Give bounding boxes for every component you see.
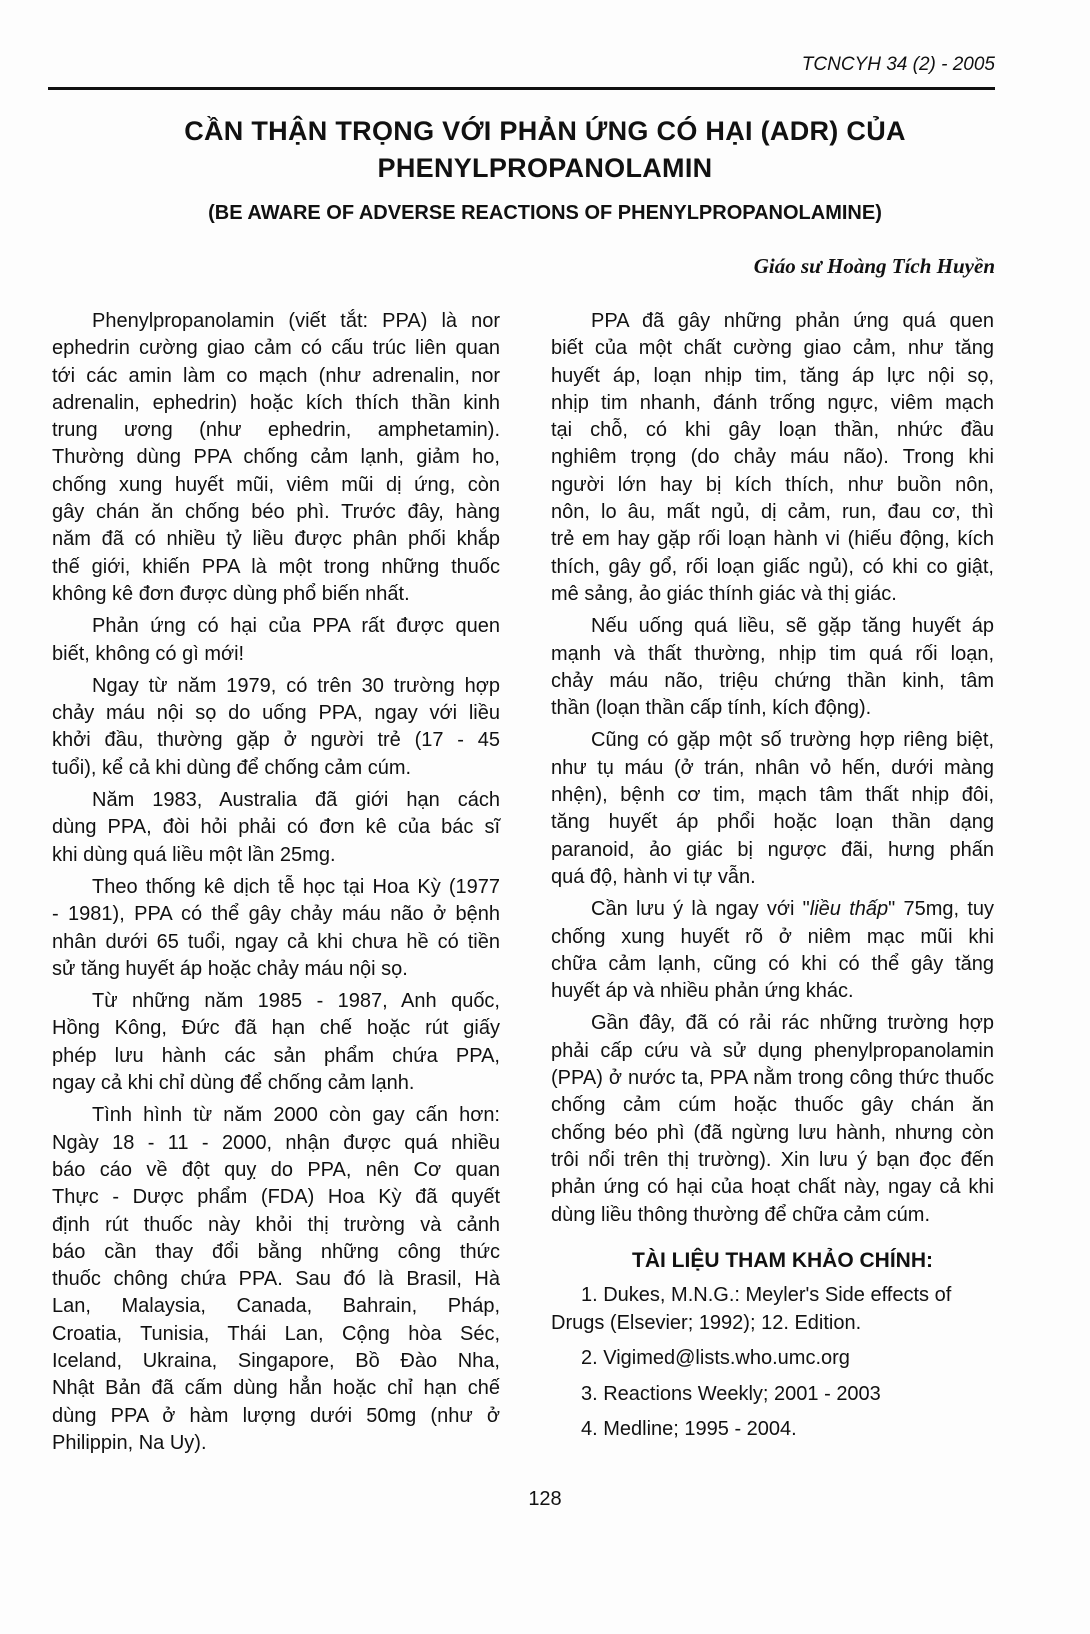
paragraph — [551, 1010, 994, 1228]
text-line: như tụ máu (ở trán, nhân vỏ hến, dưới màng — [551, 756, 994, 779]
reference-line: 3. Reactions Weekly; 2001 - 2003 — [581, 1382, 881, 1405]
text-line: chống béo phì (đã ngừng lưu hành, nhưng còn — [551, 1121, 994, 1144]
text-line: báo cần thay đổi bằng những công thức — [52, 1240, 500, 1263]
text-line: năm đã có nhiều tỷ liều được phân phối khắp — [52, 528, 500, 551]
text-line: Nếu uống quá liều, sẽ gặp tăng huyết áp — [591, 615, 994, 638]
text-line: dùng PPA, đòi hỏi phải có đơn kê của bác sĩ — [52, 816, 500, 839]
text-line: trung ương (như ephedrin, amphetamin). — [52, 419, 500, 442]
title-line-2: PHENYLPROPANOLAMIN — [377, 153, 713, 183]
references-heading: TÀI LIỆU THAM KHẢO CHÍNH: — [632, 1248, 933, 1272]
text-line: thế giới, khiến PPA là một trong những thuốc — [52, 555, 500, 578]
reference-line: 2. Vigimed@lists.who.umc.org — [581, 1347, 850, 1370]
text-line: Năm 1983, Australia đã giới hạn cách — [92, 789, 500, 812]
reference-item — [551, 1282, 994, 1337]
text-line: Gần đây, đã có rải rác những trường hợp — [591, 1012, 994, 1035]
text-line: sử tăng huyết áp hoặc chảy máu nội sọ. — [52, 957, 408, 980]
text-line: chữa cảm lạnh, cũng có khi có thể gây tăng — [551, 952, 994, 975]
text-line: báo cáo về đột quỵ do PPA, nên Cơ quan — [52, 1158, 500, 1181]
text-line: khởi đầu, thường gặp ở người trẻ (17 - 45 — [52, 729, 500, 752]
text-line: Thực - Dược phẩm (FDA) Hoa Kỳ đã quyết — [52, 1186, 500, 1209]
text-line: Phenylpropanolamin (viết tắt: PPA) là nor — [92, 310, 500, 332]
text-line: ephedrin cường giao cảm có cấu trúc liên quan — [52, 337, 500, 360]
text-line: dùng liều thông thường để chữa cảm cúm. — [551, 1203, 931, 1226]
text-line: tại chỗ, có khi gây loạn thần, nhức đầu — [551, 419, 994, 442]
reference-line: 1. Dukes, M.N.G.: Meyler's Side effects of — [581, 1284, 952, 1307]
paragraph — [52, 308, 500, 608]
text-line: Philippin, Na Uy). — [52, 1431, 207, 1454]
text-line: thuốc chông chứa PPA. Sau đó là Brasil, Hà — [52, 1268, 500, 1291]
text-line: quá độ, hành vi tự vẫn. — [551, 865, 756, 888]
paragraph — [52, 988, 500, 1097]
text-line: chống cảm cúm hoặc thuốc gây chán ăn — [551, 1094, 994, 1117]
text-line: tới các amin làm co mạch (như adrenalin, nor — [52, 364, 500, 387]
title-line-1: CẦN THẬN TRỌNG VỚI PHẢN ỨNG CÓ HẠI (ADR) CỦA — [184, 116, 906, 146]
text-line: Theo thống kê dịch tễ học tại Hoa Kỳ (1977 — [92, 875, 500, 898]
page-number: 128 — [528, 1488, 562, 1510]
text-line: người lớn hay bị kích thích, như buồn nôn, — [551, 473, 994, 496]
text-line: Cũng có gặp một số trường hợp riêng biệt, — [591, 729, 994, 752]
text-line: Ngày 18 - 11 - 2000, nhận được quá nhiều — [52, 1131, 500, 1154]
text-segment: " 75mg, tuy — [888, 898, 995, 921]
text-line: - 1981), PPA có thể gây chảy máu não ở bệnh — [52, 903, 500, 926]
text-line: trôi nổi trên thị trường). Xin lưu ý bạn đọc đến — [551, 1148, 994, 1171]
paragraph — [551, 308, 994, 608]
text-line: huyết áp, loạn nhịp tim, tăng áp lực nội sọ, — [551, 364, 994, 387]
paragraph — [551, 613, 994, 722]
text-line: biết của một chất cường giao cảm, như tăng — [551, 337, 994, 360]
paragraph — [52, 613, 500, 668]
text-line: khi dùng quá liều một lần 25mg. — [52, 843, 336, 866]
text-line: dùng PPA ở hàm lượng dưới 50mg (như ở — [52, 1404, 500, 1427]
text-line: nhịp tim nhanh, đánh trống ngực, viêm mạch — [551, 391, 994, 414]
text-line: Hồng Kông, Đức đã hạn chế hoặc rút giấy — [52, 1017, 500, 1040]
text-line: mê sảng, ảo giác thính giác và thị giác. — [551, 582, 897, 605]
text-line: tăng huyết áp phổi hoặc loạn thần dạng — [551, 811, 994, 834]
text-line: thích, gây gổ, rối loạn giấc ngủ), có khi co giật, — [551, 555, 994, 578]
text-line: chống xung huyết rõ ở niêm mạc mũi khi — [551, 925, 994, 948]
text-line: nghiêm trọng (do chảy máu não). Trong khi — [551, 446, 994, 469]
text-line — [551, 896, 994, 923]
text-line: phép lưu hành các sản phẩm chứa PPA, — [52, 1044, 500, 1067]
text-line: thần (loạn thần cấp tính, kích động). — [551, 697, 872, 720]
text-line: phải cấp cứu và sử dụng phenylpropanolamin — [551, 1039, 994, 1062]
text-line: mạnh và thất thường, nhịp tim quá rối loạn, — [551, 642, 994, 665]
text-line: Lan, Malaysia, Canada, Bahrain, Pháp, — [52, 1295, 500, 1318]
text-line: chảy máu nội sọ do uống PPA, ngay với liều — [52, 702, 500, 725]
text-line: Từ những năm 1985 - 1987, Anh quốc, — [92, 990, 500, 1013]
text-line: Iceland, Ukraina, Singapore, Bồ Đào Nha, — [52, 1349, 500, 1372]
text-line: nôn, lo âu, mất ngủ, dị cảm, run, đau cơ, thì — [551, 501, 994, 524]
english-subtitle: (BE AWARE OF ADVERSE REACTIONS OF PHENYLPROPANOLAMINE) — [208, 202, 882, 224]
paragraph — [52, 787, 500, 869]
text-line: tuổi), kể cả khi dùng để chống cảm cúm. — [52, 756, 412, 779]
text-segment: Cần lưu ý là ngay với " — [591, 898, 810, 921]
paragraph — [551, 896, 994, 1005]
text-line: ngay cả khi chỉ dùng để chống cảm lạnh. — [52, 1072, 415, 1095]
header-rule — [48, 87, 995, 90]
paragraph — [52, 673, 500, 782]
text-line: không kê đơn được dùng phổ biến nhất. — [52, 582, 410, 605]
text-line: Tình hình từ năm 2000 còn gay cấn hơn: — [92, 1104, 500, 1127]
text-line: adrenalin, ephedrin) hoặc kích thích thần kinh — [52, 391, 500, 414]
journal-citation: TCNCYH 34 (2) - 2005 — [801, 54, 995, 75]
text-line: chảy máu não, triệu chứng thần kinh, tâm — [551, 669, 994, 692]
text-line: định rút thuốc này khỏi thị trường và cảnh — [52, 1213, 500, 1236]
text-line: biết, không có gì mới! — [52, 642, 245, 665]
text-line: trẻ em hay gặp rối loạn hành vi (hiếu động, kích — [551, 528, 994, 551]
text-line: nhân dưới 65 tuổi, ngay cả khi chưa hề có tiền — [52, 930, 500, 953]
text-line: Phản ứng có hại của PPA rất được quen — [92, 615, 500, 638]
paragraph — [52, 874, 500, 983]
text-line: gây chán ăn chống béo phì. Trước đây, hàng — [52, 501, 500, 524]
text-line: PPA đã gây những phản ứng quá quen — [591, 310, 994, 332]
right-column — [551, 303, 994, 1444]
text-line: Croatia, Tunisia, Thái Lan, Cộng hòa Séc, — [52, 1322, 500, 1345]
reference-item — [551, 1381, 994, 1409]
text-line: nhện), bệnh cơ tim, mạch tâm thất nhịp đôi, — [551, 784, 994, 807]
paragraph — [52, 1102, 500, 1457]
text-line: chống xung huyết mũi, viêm mũi dị ứng, còn — [52, 473, 500, 496]
text-line: Thường dùng PPA chống cảm lạnh, giảm ho, — [52, 446, 500, 469]
reference-line: 4. Medline; 1995 - 2004. — [581, 1418, 797, 1441]
text-line: Ngay từ năm 1979, có trên 30 trường hợp — [92, 674, 500, 697]
text-line: phản ứng có hại của hoạt chất này, ngay cả khi — [551, 1176, 994, 1199]
text-line: (PPA) ở nước ta, PPA nằm trong công thức thuốc — [551, 1067, 994, 1090]
text-line: paranoid, ảo giác bị ngược đãi, hưng phấn — [551, 838, 994, 861]
paragraph — [551, 727, 994, 891]
text-line: Nhật Bản đã cấm dùng hẳn hoặc chỉ hạn chế — [52, 1377, 500, 1400]
author: Giáo sư Hoàng Tích Huyền — [753, 254, 995, 278]
reference-item — [551, 1416, 994, 1444]
italic-text: liều thấp — [809, 898, 889, 921]
reference-item[interactable] — [551, 1345, 994, 1373]
left-column — [52, 303, 500, 1457]
text-line: huyết áp và nhiều phản ứng khác. — [551, 980, 854, 1003]
reference-line: Drugs (Elsevier; 1992); 12. Edition. — [551, 1311, 862, 1334]
references-list — [551, 1282, 994, 1444]
